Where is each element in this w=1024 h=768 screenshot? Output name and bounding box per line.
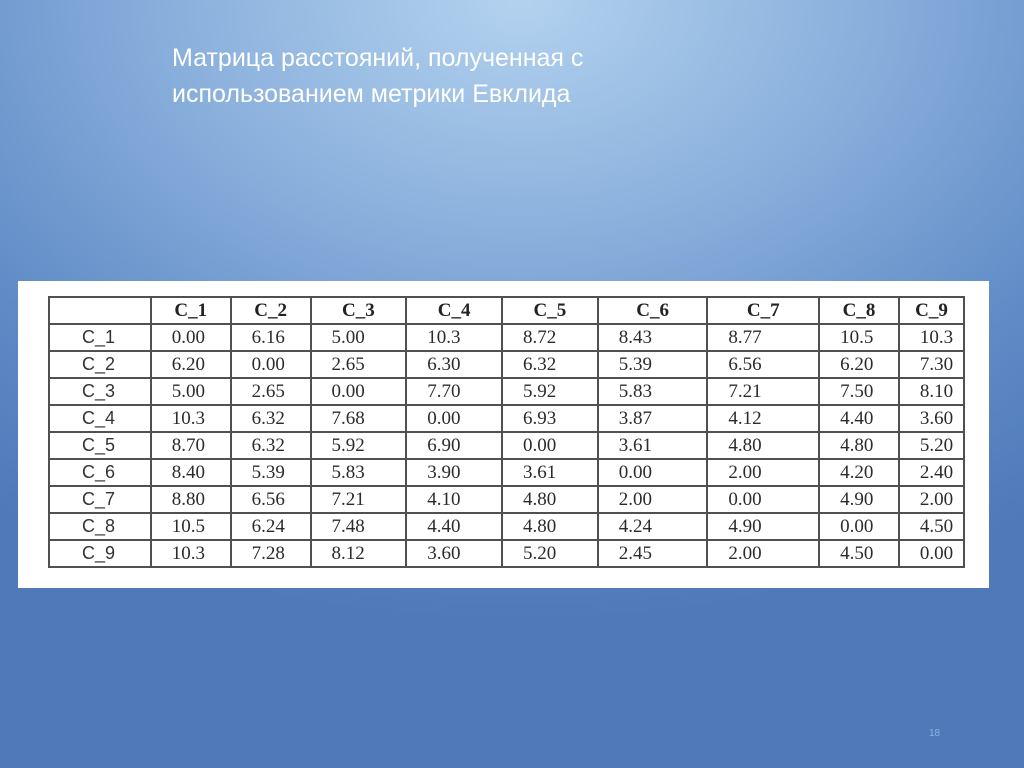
table-cell: 6.30 <box>406 351 502 378</box>
table-cell: 2.45 <box>598 540 708 567</box>
table-cell: 0.00 <box>819 513 899 540</box>
table-cell: 8.77 <box>707 324 819 351</box>
table-cell: 4.24 <box>598 513 708 540</box>
table-cell: 0.00 <box>311 378 407 405</box>
table-cell: 0.00 <box>899 540 964 567</box>
table-cell: 6.32 <box>231 432 311 459</box>
header-cell: C_4 <box>406 297 502 324</box>
table-cell: 7.48 <box>311 513 407 540</box>
table-cell: 4.40 <box>406 513 502 540</box>
table-panel <box>18 281 989 588</box>
table-cell: 10.5 <box>819 324 899 351</box>
slide-title-line-2: использованием метрики Евклида <box>172 80 571 108</box>
table-cell: 7.50 <box>819 378 899 405</box>
table-cell: 4.50 <box>819 540 899 567</box>
header-cell: C_3 <box>311 297 407 324</box>
table-cell: 6.32 <box>231 405 311 432</box>
table-cell: 7.68 <box>311 405 407 432</box>
row-label-cell: C_7 <box>49 486 151 513</box>
header-cell: C_8 <box>819 297 899 324</box>
table-cell: 5.83 <box>311 459 407 486</box>
table-cell: 3.60 <box>406 540 502 567</box>
table-cell: 6.16 <box>231 324 311 351</box>
table-cell: 4.80 <box>502 513 598 540</box>
table-cell: 6.56 <box>231 486 311 513</box>
row-label-cell: C_4 <box>49 405 151 432</box>
table-cell: 2.00 <box>899 486 964 513</box>
table-cell: 2.65 <box>231 378 311 405</box>
table-row <box>49 540 964 567</box>
table-cell: 2.65 <box>311 351 407 378</box>
table-cell: 8.70 <box>151 432 231 459</box>
table-cell: 2.40 <box>899 459 964 486</box>
header-cell: C_9 <box>899 297 964 324</box>
header-cell: C_1 <box>151 297 231 324</box>
distance-matrix-table <box>48 296 965 568</box>
table-cell: 8.12 <box>311 540 407 567</box>
table-cell: 4.20 <box>819 459 899 486</box>
header-cell <box>49 297 151 324</box>
table-cell: 5.39 <box>231 459 311 486</box>
table-cell: 6.24 <box>231 513 311 540</box>
table-cell: 7.21 <box>311 486 407 513</box>
table-cell: 10.3 <box>151 540 231 567</box>
table-cell: 8.43 <box>598 324 708 351</box>
table-cell: 8.40 <box>151 459 231 486</box>
table-cell: 5.92 <box>502 378 598 405</box>
table-row <box>49 351 964 378</box>
table-cell: 5.20 <box>899 432 964 459</box>
table-cell: 10.5 <box>151 513 231 540</box>
table-cell: 4.12 <box>707 405 819 432</box>
row-label-cell: C_2 <box>49 351 151 378</box>
table-cell: 4.80 <box>819 432 899 459</box>
table-body <box>49 324 964 567</box>
table-cell: 0.00 <box>231 351 311 378</box>
table-cell: 5.00 <box>151 378 231 405</box>
table-header-row <box>49 297 964 324</box>
table-row <box>49 324 964 351</box>
table-cell: 7.28 <box>231 540 311 567</box>
table-cell: 3.90 <box>406 459 502 486</box>
table-cell: 2.00 <box>707 459 819 486</box>
table-row <box>49 486 964 513</box>
header-cell: C_5 <box>502 297 598 324</box>
table-row <box>49 432 964 459</box>
table-cell: 4.80 <box>502 486 598 513</box>
table-cell: 5.83 <box>598 378 708 405</box>
table-cell: 6.93 <box>502 405 598 432</box>
table-cell: 0.00 <box>598 459 708 486</box>
table-cell: 4.40 <box>819 405 899 432</box>
row-label-cell: C_1 <box>49 324 151 351</box>
table-cell: 8.72 <box>502 324 598 351</box>
table-cell: 5.39 <box>598 351 708 378</box>
table-cell: 4.90 <box>819 486 899 513</box>
table-cell: 8.80 <box>151 486 231 513</box>
table-cell: 7.21 <box>707 378 819 405</box>
table-cell: 4.50 <box>899 513 964 540</box>
table-cell: 3.60 <box>899 405 964 432</box>
table-row <box>49 513 964 540</box>
table-cell: 10.3 <box>406 324 502 351</box>
header-cell: C_6 <box>598 297 708 324</box>
table-cell: 4.90 <box>707 513 819 540</box>
table-cell: 4.10 <box>406 486 502 513</box>
table-cell: 7.70 <box>406 378 502 405</box>
table-cell: 5.20 <box>502 540 598 567</box>
row-label-cell: C_8 <box>49 513 151 540</box>
table-cell: 6.20 <box>819 351 899 378</box>
table-cell: 10.3 <box>899 324 964 351</box>
table-cell: 5.92 <box>311 432 407 459</box>
row-label-cell: C_6 <box>49 459 151 486</box>
header-cell: C_2 <box>231 297 311 324</box>
table-cell: 0.00 <box>502 432 598 459</box>
table-cell: 0.00 <box>406 405 502 432</box>
table-cell: 6.90 <box>406 432 502 459</box>
table-cell: 8.10 <box>899 378 964 405</box>
page-number: 18 <box>929 728 941 739</box>
table-cell: 3.61 <box>598 432 708 459</box>
table-cell: 6.20 <box>151 351 231 378</box>
table-cell: 3.87 <box>598 405 708 432</box>
table-row <box>49 405 964 432</box>
row-label-cell: C_9 <box>49 540 151 567</box>
table-cell: 2.00 <box>707 540 819 567</box>
table-cell: 0.00 <box>707 486 819 513</box>
row-label-cell: C_5 <box>49 432 151 459</box>
table-cell: 2.00 <box>598 486 708 513</box>
row-label-cell: C_3 <box>49 378 151 405</box>
table-cell: 3.61 <box>502 459 598 486</box>
table-cell: 5.00 <box>311 324 407 351</box>
table-cell: 6.32 <box>502 351 598 378</box>
table-row <box>49 459 964 486</box>
slide-title <box>172 40 732 112</box>
table-cell: 6.56 <box>707 351 819 378</box>
table-row <box>49 378 964 405</box>
table-cell: 10.3 <box>151 405 231 432</box>
slide-title-line-1: Матрица расстояний, полученная с <box>172 44 584 72</box>
header-cell: C_7 <box>707 297 819 324</box>
table-cell: 0.00 <box>151 324 231 351</box>
table-cell: 7.30 <box>899 351 964 378</box>
table-cell: 4.80 <box>707 432 819 459</box>
